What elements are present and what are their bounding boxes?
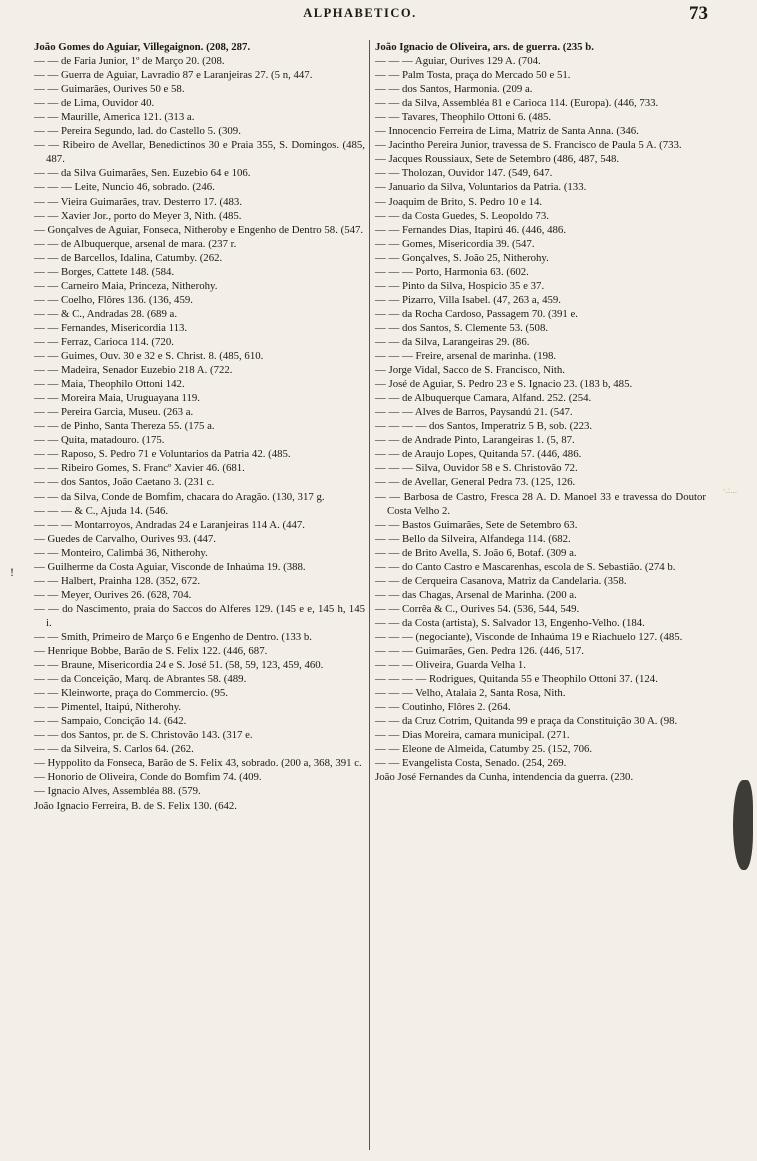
directory-entry: — — da Silveira, S. Carlos 64. (262. [34,743,194,756]
directory-entry: — — Borges, Cattete 148. (584. [34,265,175,278]
directory-entry: — — de Pinho, Santa Thereza 55. (175 a. [34,420,215,433]
directory-columns [34,40,716,1150]
directory-entry: — — Dias Moreira, camara municipal. (271. [375,729,570,742]
directory-entry: — — — Alves de Barros, Paysandú 21. (547. [375,406,573,419]
directory-entry: — — Fernandes Dias, Itapirú 46. (446, 486. [375,223,567,236]
directory-entry: — — da Silva, Larangeiras 29. (86. [375,335,530,348]
directory-entry: — — Maia, Theophilo Ottoni 142. [34,378,185,391]
directory-entry: — — dos Santos, S. Clemente 53. (508. [375,321,549,334]
directory-entry: — — — Freire, arsenal de marinha. (198. [375,350,557,363]
directory-entry: — — Guimes, Ouv. 30 e 32 e S. Christ. 8. (485, 610. [34,350,264,363]
directory-entry: — — de Avellar, General Pedra 73. (125, 126. [375,476,576,489]
directory-entry: — — Pimentel, Itaipú, Nitherohy. [34,701,182,714]
directory-entry: — — Guerra de Aguiar, Lavradio 87 e Laranjeiras 27. (5 n, 447. [34,69,313,82]
right-column [369,40,706,1150]
directory-entry: — Guilherme da Costa Aguiar, Visconde de Inhaúma 19. (388. [34,560,306,573]
directory-entry: — Honorio de Oliveira, Conde do Bomfim 74. (409. [34,771,262,784]
directory-entry: — Joaquim de Brito, S. Pedro 10 e 14. [375,195,543,208]
directory-entry: — — da Conceição, Marq. de Abrantes 58. (489. [34,673,247,686]
directory-entry: — — Pinto da Silva, Hospicio 35 e 37. [375,279,545,292]
directory-entry: — — de Faria Junior, 1º de Março 20. (208. [34,55,225,68]
page-header [30,3,708,30]
directory-entry: — — Pereira Segundo, lad. do Castello 5. (309. [34,125,241,138]
directory-entry: — — de Albuquerque, arsenal de mara. (237 r. [34,237,237,250]
directory-entry: — — dos Santos, João Caetano 3. (231 c. [34,476,215,489]
directory-entry: — Innocencio Ferreira de Lima, Matriz de Santa Anna. (346. [375,125,639,138]
directory-entry: — — Madeira, Senador Euzebio 218 A. (722. [34,364,233,377]
directory-entry: — José de Aguiar, S. Pedro 23 e S. Ignacio 23. (183 b, 485. [375,378,633,391]
directory-entry: — — Halbert, Prainha 128. (352, 672. [34,574,201,587]
directory-entry: — — — Aguiar, Ourives 129 A. (704. [375,55,541,68]
directory-entry: João Ignacio de Oliveira, ars. de guerra. (235 b. [375,41,594,53]
directory-entry: — — Vieira Guimarães, trav. Desterro 17. (483. [34,195,243,208]
directory-entry: — — da Silva, Conde de Bomfim, chacara do Aragão. (130, 317 g. [34,490,325,503]
directory-entry: — — da Silva, Assembléa 81 e Carioca 114. (Europa). (446, 733. [375,97,659,110]
directory-entry: João Ignacio Ferreira, B. de S. Felix 130. (642. [34,799,238,812]
directory-entry: — — da Rocha Cardoso, Passagem 70. (391 e. [375,307,579,320]
directory-entry: — — da Costa (artista), S. Salvador 13, Engenho-Velho. (184. [375,616,645,629]
directory-entry: — — Tholozan, Ouvidor 147. (549, 647. [375,167,553,180]
page-number: 73 [689,3,708,24]
directory-entry: — — Corrêa & C., Ourives 54. (536, 544, 549. [375,602,580,615]
directory-entry: — — — & C., Ajuda 14. (546. [34,504,169,517]
directory-entry: — Januario da Silva, Voluntarios da Patria. (133. [375,181,587,194]
directory-entry: — — — Silva, Ouvidor 58 e S. Christovão 72. [375,462,578,475]
directory-entry: — — do Canto Castro e Mascarenhas, escola de S. Sebastião. (274 b. [375,560,676,573]
directory-entry: — — dos Santos, Harmonia. (209 a. [375,83,533,96]
directory-entry: — Gonçalves de Aguiar, Fonseca, Nitheroby e Engenho de Dentro 58. (547. [34,223,364,236]
directory-entry: — — da Cruz Cotrim, Quitanda 99 e praça da Constituição 30 A. (98. [375,715,678,728]
faint-margin-mark: ·.:... [722,485,737,495]
directory-entry: — — — Velho, Atalaia 2, Santa Rosa, Nith. [375,687,566,700]
directory-entry: — — Ribeiro Gomes, S. Francº Xavier 46. (681. [34,462,245,475]
directory-entry: — — Coelho, Flôres 136. (136, 459. [34,293,193,306]
directory-entry: — Ignacio Alves, Assembléa 88. (579. [34,785,201,798]
directory-entry: — — Raposo, S. Pedro 71 e Voluntarios da Patria 42. (485. [34,448,291,461]
directory-entry: — — de Araujo Lopes, Quitanda 57. (446, 486. [375,448,582,461]
directory-entry: — Jacques Roussiaux, Sete de Setembro (486, 487, 548. [375,153,620,166]
directory-entry: — — Eleone de Almeida, Catumby 25. (152, 706. [375,743,593,756]
directory-entry: — — — Montarroyos, Andradas 24 e Laranjeiras 114 A. (447. [34,518,305,531]
directory-entry: João Gomes do Aguiar, Villegaignon. (208, 287. [34,41,251,53]
directory-entry: — — Barbosa de Castro, Fresca 28 A. D. Manoel 33 e travessa do Doutor Costa Velho 2. [375,490,706,517]
margin-mark: ! [10,565,14,579]
directory-entry: — — Palm Tosta, praça do Mercado 50 e 51. [375,69,571,82]
directory-entry: — — da Silva Guimarães, Sen. Euzebio 64 e 106. [34,167,251,180]
directory-entry: — — Gomes, Misericordia 39. (547. [375,237,535,250]
directory-entry: — — Ferraz, Carioca 114. (720. [34,335,174,348]
directory-entry: — — Quita, matadouro. (175. [34,434,165,447]
directory-entry: — — — Oliveira, Guarda Velha 1. [375,659,526,672]
directory-entry: João José Fernandes da Cunha, intendencia da guerra. (230. [375,771,634,784]
directory-entry: — — Pereira Garcia, Museu. (263 a. [34,406,194,419]
directory-entry: — — dos Santos, pr. de S. Christovão 143. (317 e. [34,729,253,742]
directory-entry: — — Guimarães, Ourives 50 e 58. [34,83,185,96]
directory-entry: — — Sampaio, Concição 14. (642. [34,715,187,728]
directory-entry: — — Pizarro, Villa Isabel. (47, 263 a, 459. [375,293,561,306]
directory-entry: — — Evangelista Costa, Senado. (254, 269. [375,757,567,770]
directory-entry: — Guedes de Carvalho, Ourives 93. (447. [34,532,217,545]
directory-entry: — — Moreira Maia, Uruguayana 119. [34,392,201,405]
directory-entry: — — da Costa Guedes, S. Leopoldo 73. [375,209,549,222]
directory-entry: — — — — Rodrigues, Quitanda 55 e Theophilo Ottoni 37. (124. [375,673,658,686]
running-title: ALPHABETICO. [303,6,417,20]
directory-entry: — — de Brito Avella, S. João 6, Botaf. (309 a. [375,546,577,559]
directory-entry: — — de Barcellos, Idalina, Catumby. (262. [34,251,223,264]
directory-entry: — — Tavares, Theophilo Ottoni 6. (485. [375,111,552,124]
directory-entry: — — Xavier Jor., porto do Meyer 3, Nith. (485. [34,209,242,222]
directory-entry: — — Gonçalves, S. João 25, Nitherohy. [375,251,549,264]
directory-entry: — — — (negociante), Visconde de Inhaúma 19 e Riachuelo 127. (485. [375,630,683,643]
directory-entry: — — Bello da Silveira, Alfandega 114. (682. [375,532,571,545]
directory-entry: — — — Porto, Harmonia 63. (602. [375,265,529,278]
directory-entry: — — Maurille, America 121. (313 a. [34,111,195,124]
directory-entry: — — — Guimarães, Gen. Pedra 126. (446, 517. [375,645,584,658]
directory-entry: — — de Albuquerque Camara, Alfand. 252. (254. [375,392,592,405]
directory-entry: — — Kleinworte, praça do Commercio. (95. [34,687,228,700]
directory-entry: — — & C., Andradas 28. (689 a. [34,307,178,320]
ink-smudge [733,780,753,870]
left-column [34,40,369,1150]
directory-entry: — — Meyer, Ourives 26. (628, 704. [34,588,192,601]
directory-entry: — — das Chagas, Arsenal de Marinha. (200 a. [375,588,577,601]
directory-entry: — — Braune, Misericordia 24 e S. José 51. (58, 59, 123, 459, 460. [34,659,324,672]
directory-entry: — Henrique Bobbe, Barão de S. Felix 122. (446, 687. [34,645,268,658]
directory-entry: — — — Leite, Nuncio 46, sobrado. (246. [34,181,215,194]
directory-entry: — — Carneiro Maia, Princeza, Nitherohy. [34,279,218,292]
directory-entry: — — de Cerqueira Casanova, Matriz da Candelaria. (358. [375,574,627,587]
directory-entry: — — de Andrade Pinto, Larangeiras 1. (5, 87. [375,434,575,447]
directory-entry: — — Fernandes, Misericordia 113. [34,321,188,334]
directory-entry: — — Smith, Primeiro de Março 6 e Engenho de Dentro. (133 b. [34,630,312,643]
directory-entry: — — Monteiro, Calimbá 36, Nitherohy. [34,546,208,559]
directory-entry: — — — — dos Santos, Imperatriz 5 B, sob. (223. [375,420,593,433]
directory-entry: — — Ribeiro de Avellar, Benedictinos 30 e Praia 355, S. Domingos. (485, 487. [34,139,365,166]
directory-entry: — — Bastos Guimarães, Sete de Setembro 63. [375,518,578,531]
directory-entry: — Jacintho Pereira Junior, travessa de S. Francisco de Paula 5 A. (733. [375,139,682,152]
directory-entry: — — de Lima, Ouvidor 40. [34,97,155,110]
directory-entry: — — do Nascimento, praia do Saccos do Alferes 129. (145 e e, 145 h, 145 i. [34,602,365,629]
directory-entry: — Hyppolito da Fonseca, Barão de S. Felix 43, sobrado. (200 a, 368, 391 c. [34,757,362,770]
directory-entry: — — Coutinho, Flôres 2. (264. [375,701,511,714]
directory-entry: — Jorge Vidal, Sacco de S. Francisco, Nith. [375,364,565,377]
